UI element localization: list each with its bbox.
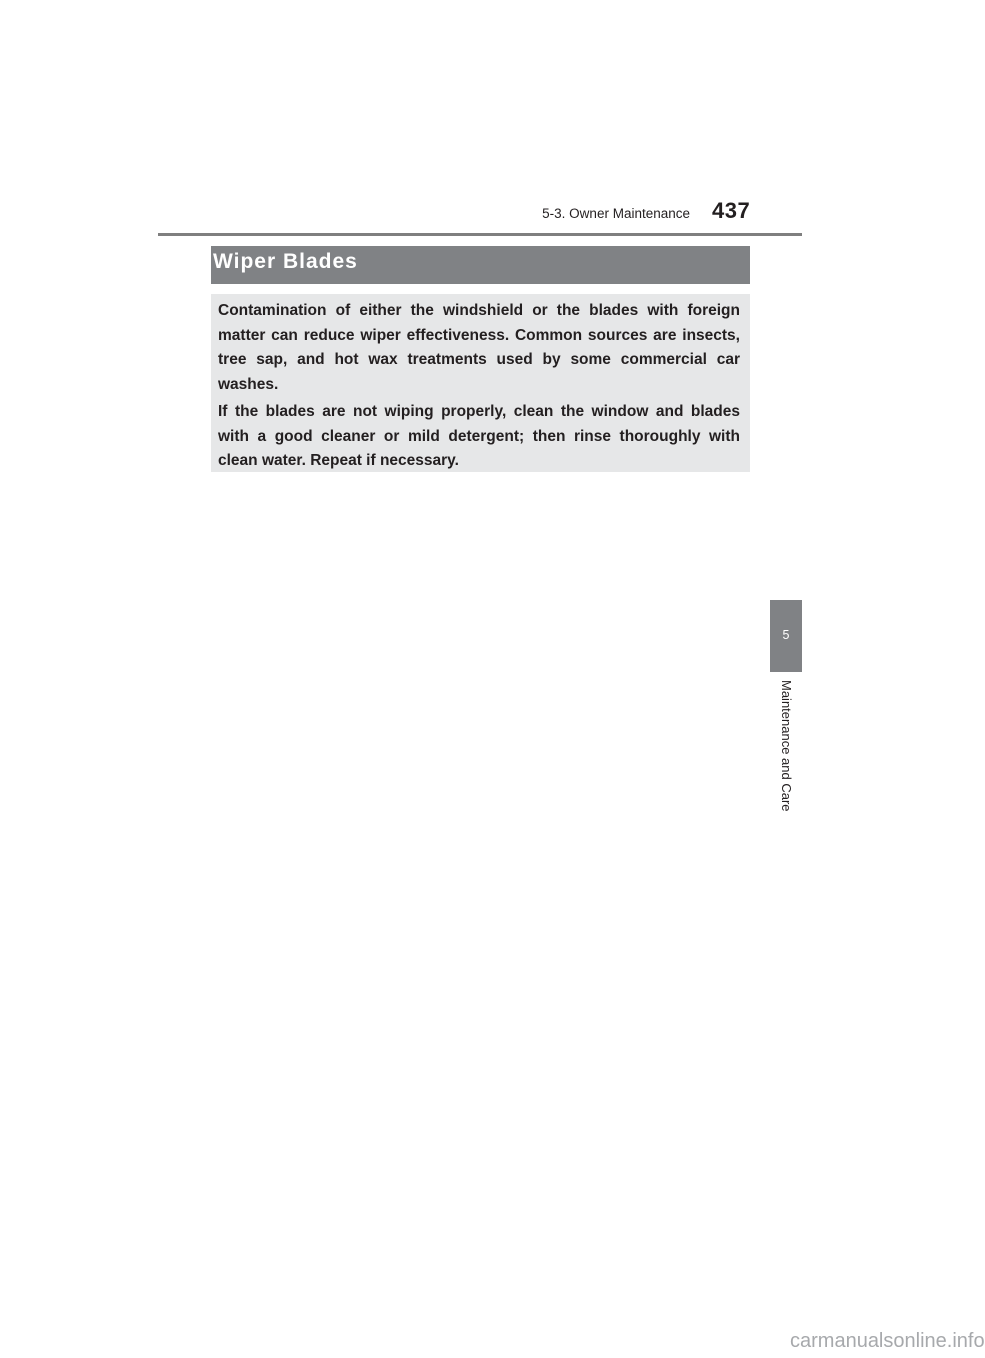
section-heading: Wiper Blades [213,250,358,273]
chapter-number: 5 [782,628,790,642]
chapter-tab [770,600,802,672]
chapter-label: Maintenance and Care [779,680,794,812]
info-box [211,294,750,472]
watermark: carmanualsonline.info [790,1330,985,1352]
info-paragraph: Contamination of either the windshield or the blades with foreign matter can reduce wiper effectiveness. Common sources are insects, tree sap, and hot wax treatments used by some commercial car washes. [218,302,740,393]
section-title: 5-3. Owner Maintenance [542,206,690,221]
page-number: 437 [712,198,751,223]
section-heading-bar [211,246,750,284]
info-paragraph: If the blades are not wiping properly, clean the window and blades with a good cleaner or mild detergent; then rinse thoroughly with clean water. Repeat if necessary. [218,403,740,469]
header-divider [158,233,802,236]
